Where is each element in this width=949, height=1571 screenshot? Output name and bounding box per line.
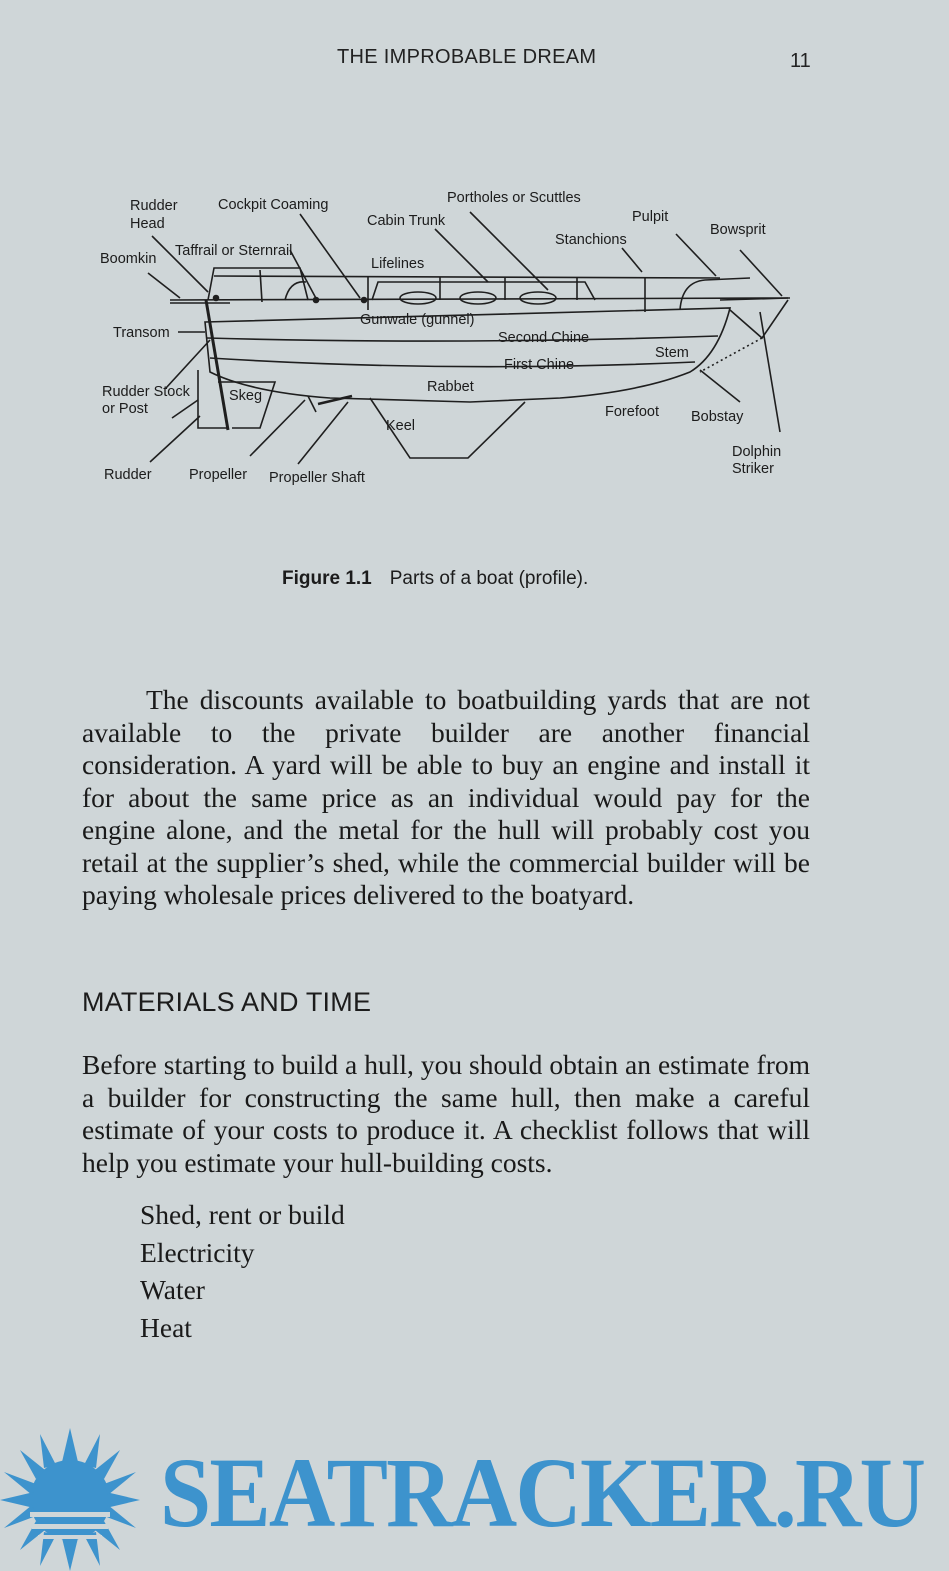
label-rudder-head-2: Head (130, 216, 165, 232)
running-title: THE IMPROBABLE DREAM (337, 46, 597, 68)
label-rudder-stock-2: or Post (102, 401, 148, 417)
label-rudder: Rudder (104, 467, 152, 483)
label-pulpit: Pulpit (632, 209, 669, 225)
porthole (400, 292, 436, 304)
figure-caption-text: Parts of a boat (profile). (389, 568, 589, 589)
label-stanchions: Stanchions (555, 232, 627, 248)
paragraph-estimate: Before starting to build a hull, you should obtain an estimate from a builder for constructing the same hull, then make a careful estimate of your costs to produce it. A checklist follows that will help you estimate your hull-building costs. (82, 1049, 810, 1178)
label-dolphin-striker-1: Dolphin (732, 444, 782, 460)
list-item: Heat (140, 1311, 192, 1343)
watermark-text: SEATRACKER.RU (160, 1437, 925, 1548)
boat-profile-figure (0, 170, 949, 500)
label-skeg: Skeg (229, 388, 263, 404)
figure-number: Figure 1.1 (282, 568, 372, 589)
label-cockpit-coaming: Cockpit Coaming (218, 197, 329, 213)
second-chine-line (207, 336, 718, 341)
deck-line (170, 298, 790, 300)
list-item: Shed, rent or build (140, 1199, 345, 1230)
label-taffrail: Taffrail or Sternrail (175, 243, 293, 259)
label-dolphin-striker-2: Striker (732, 461, 774, 477)
label-cabin-trunk: Cabin Trunk (367, 213, 446, 229)
label-rudder-head-1: Rudder (130, 198, 178, 214)
label-boomkin: Boomkin (100, 251, 157, 267)
pulpit (680, 278, 750, 310)
label-propeller-shaft: Propeller Shaft (269, 470, 365, 486)
section-heading: MATERIALS AND TIME (82, 987, 372, 1017)
label-second-chine: Second Chine (498, 330, 590, 346)
label-portholes: Portholes or Scuttles (447, 190, 581, 206)
sun-logo-icon (0, 1428, 150, 1571)
cost-checklist (140, 1196, 345, 1346)
label-lifelines: Lifelines (371, 256, 425, 272)
label-bowsprit: Bowsprit (710, 222, 766, 238)
first-chine-line (210, 358, 695, 367)
cabin-trunk (372, 282, 595, 300)
list-item: Water (140, 1274, 205, 1305)
label-keel: Keel (386, 418, 416, 434)
label-forefoot: Forefoot (605, 404, 659, 420)
label-first-chine: First Chine (504, 357, 575, 373)
label-propeller: Propeller (189, 467, 248, 483)
figure-caption (282, 568, 588, 590)
label-rudder-stock-1: Rudder Stock (102, 384, 190, 400)
list-item: Electricity (140, 1236, 255, 1268)
cockpit-coaming (208, 268, 308, 300)
page-number: 11 (790, 50, 811, 72)
label-transom: Transom (113, 325, 170, 341)
paragraph-discounts: The discounts available to boatbuilding yards that are not available to the private builder are another financial consideration. A yard will be able to buy an engine and install it for about the same price as an individual would pay for the engine alone, and the metal for the hull will probably cost you retail at the supplier’s shed, while the commercial builder will be paying wholesale prices delivered to the boatyard. (82, 684, 810, 910)
label-stem: Stem (655, 345, 689, 361)
lifeline (214, 276, 720, 278)
porthole (460, 292, 496, 304)
label-rabbet: Rabbet (427, 379, 474, 395)
bobstay (730, 300, 788, 338)
label-gunwale: Gunwale (gunnel) (360, 312, 475, 328)
label-bobstay: Bobstay (691, 409, 744, 425)
